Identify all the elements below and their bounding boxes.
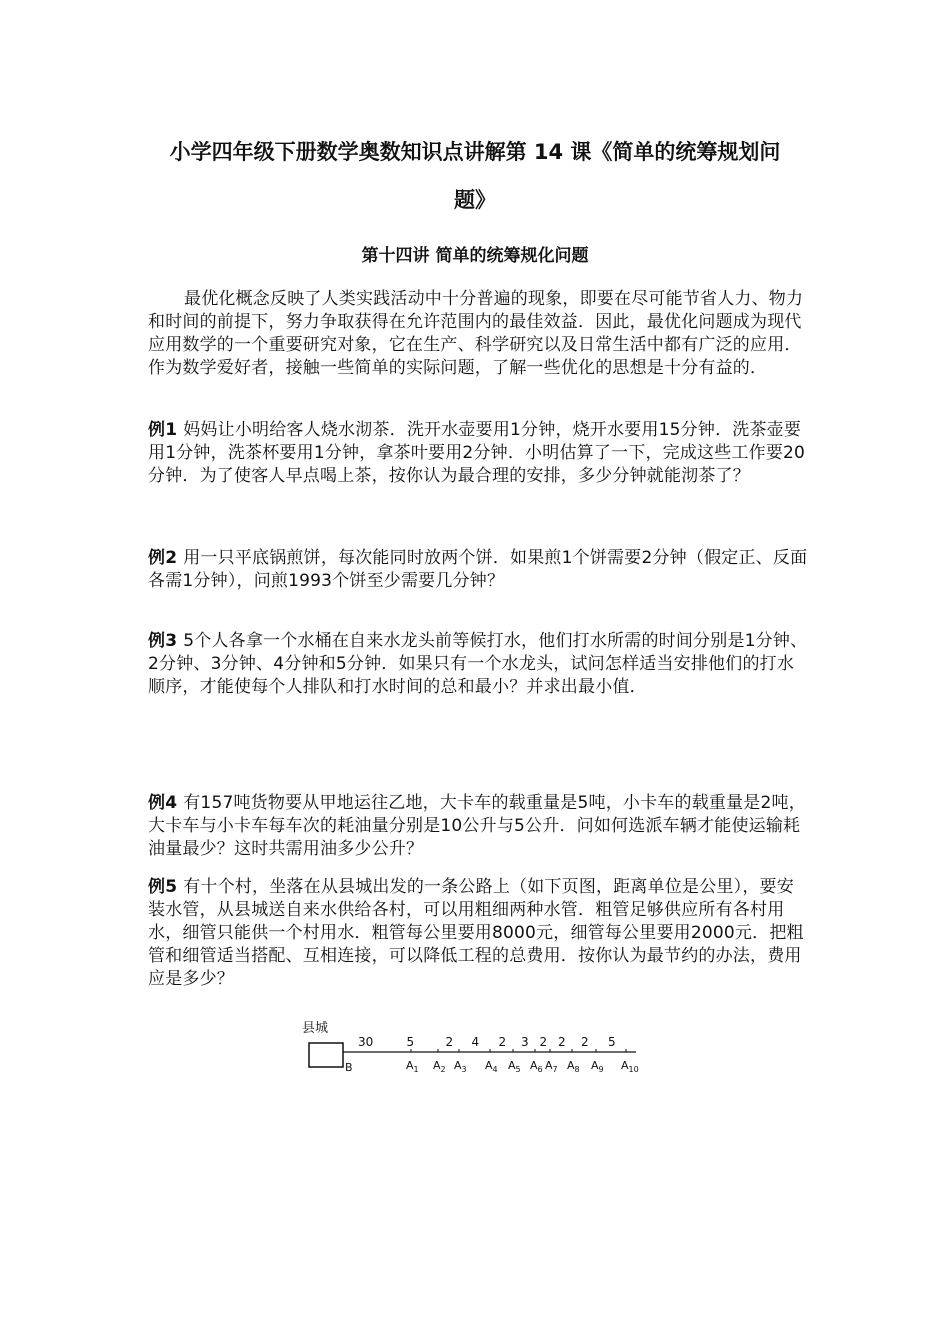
segment-distance-label: 2: [539, 1035, 548, 1049]
village-label: $A_1$: [406, 1059, 419, 1074]
intro-paragraph: 最优化概念反映了人类实践活动中十分普遍的现象，即要在尽可能节省人力、物力和时间的前提下，努力争取获得在允许范围内的最佳效益．因此，最优化问题成为现代应用数学的一个重要研究对象，它在生产、科学研究以及日常生活中都有广泛的应用．作为数学爱好者，接触一些简单的实际问题，了解一些优化的思想是十分有益的．: [148, 289, 804, 378]
example-4-label: 例4: [148, 793, 178, 813]
example-5-text: 有十个村，坐落在从县城出发的一条公路上（如下页图，距离单位是公里），要安装水管，从县城送自来水供给各村，可以用粗细两种水管．粗管足够供应所有各村用水，细管只能供一个村用水．粗管每公里要用8000元，细管每公里要用2000元．把粗管和细管适当搭配、互相连接，可以降低工程的总费用．按你认为最节约的办法，费用应是多少？: [148, 877, 804, 989]
segment-distance-label: 2: [498, 1035, 507, 1049]
road-diagram-svg: [296, 1015, 656, 1085]
segment-distance-label: 2: [581, 1035, 589, 1049]
segment-distance-label: 4: [471, 1035, 480, 1049]
segment-distance-label: 5: [406, 1035, 415, 1049]
village-label: $A_3$: [454, 1059, 467, 1074]
segment-distance-label: 2: [445, 1035, 454, 1049]
village-label: $A_2$: [433, 1059, 446, 1074]
village-label: $A_8$: [567, 1059, 580, 1074]
example-5: [148, 876, 808, 991]
segment-distance-label: 3: [521, 1035, 529, 1049]
example-3-text: 5个人各拿一个水桶在自来水龙头前等候打水，他们打水所需的时间分别是1分钟、2分钟、3分钟、4分钟和5分钟．如果只有一个水龙头，试问怎样适当安排他们的打水顺序，才能使每个人排队和打水时间的总和最小？并求出最小值．: [148, 631, 808, 697]
example-2: [148, 547, 808, 593]
village-label: $A_5$: [508, 1059, 521, 1074]
example-5-label: 例5: [148, 877, 178, 897]
example-1: [148, 419, 808, 488]
example-1-text: 妈妈让小明给客人烧水沏茶．洗开水壶要用1分钟，烧开水要用15分钟．洗茶壶要用1分钟，洗茶杯要用1分钟，拿茶叶要用2分钟．小明估算了一下，完成这些工作要20分钟．为了使客人早点喝上茶，按你认为最合理的安排，多少分钟就能沏茶了？: [148, 420, 806, 486]
segment-distance-label: 5: [608, 1035, 616, 1049]
first-distance-label: 30: [358, 1035, 374, 1049]
county-box: [309, 1043, 343, 1067]
village-label: $A_9$: [591, 1059, 604, 1074]
start-point-label: B: [345, 1061, 353, 1074]
village-label: $A_{10}$: [621, 1059, 639, 1074]
village-marks: [406, 1035, 639, 1074]
example-4-text: 有157吨货物要从甲地运往乙地，大卡车的载重量是5吨，小卡车的载重量是2吨，大卡车与小卡车每车次的耗油量分别是10公升与5公升．问如何选派车辆才能使运输耗油量最少？这时共需用油多少公升？: [148, 793, 806, 859]
example-2-text: 用一只平底锅煎饼，每次能同时放两个饼．如果煎1个饼需要2分钟（假定正、反面各需1分钟），问煎1993个饼至少需要几分钟？: [148, 548, 808, 591]
lecture-subtitle: 第十四讲 简单的统筹规化问题: [361, 246, 589, 266]
village-label: $A_6$: [530, 1059, 543, 1074]
document-title-line-2: 题》: [454, 188, 496, 212]
example-3-label: 例3: [148, 631, 178, 651]
county-label: 县城: [302, 1021, 329, 1036]
village-label: $A_7$: [545, 1059, 558, 1074]
example-3: [148, 630, 808, 699]
example-4: [148, 792, 808, 861]
village-label: $A_4$: [485, 1059, 498, 1074]
road-diagram: [296, 1015, 656, 1085]
example-1-label: 例1: [148, 420, 178, 440]
document-title-line-1: 小学四年级下册数学奥数知识点讲解第 14 课《简单的统筹规划问: [169, 140, 781, 164]
example-2-label: 例2: [148, 548, 178, 568]
segment-distance-label: 2: [558, 1035, 566, 1049]
